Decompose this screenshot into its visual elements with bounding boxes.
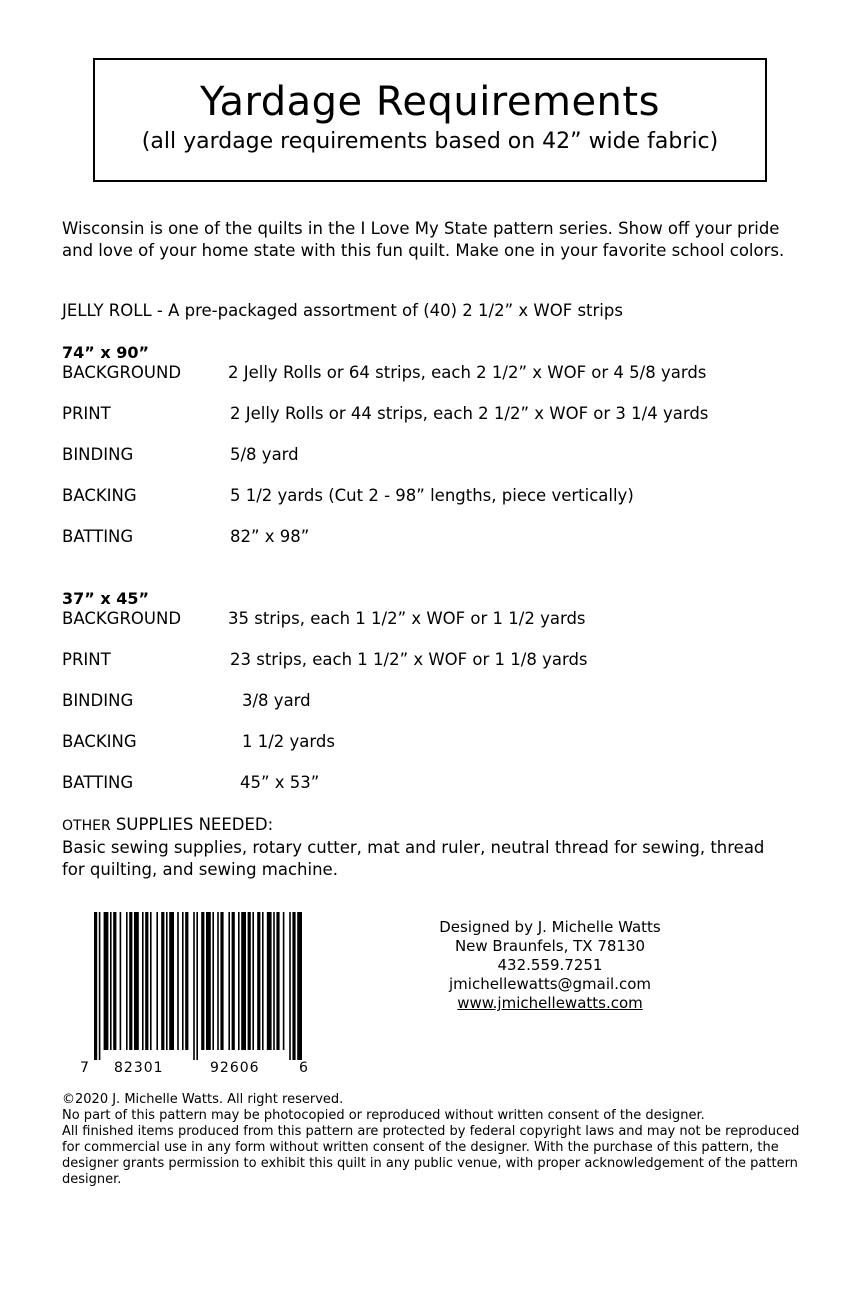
barcode-bar: [273, 912, 275, 1050]
row-label: PRINT: [62, 650, 111, 669]
barcode-digit-1: 7: [80, 1060, 89, 1076]
barcode-bar: [220, 912, 223, 1050]
barcode-bar: [238, 912, 240, 1050]
barcode-bar: [113, 912, 116, 1050]
barcode-bar: [94, 912, 97, 1060]
barcode-bar: [142, 912, 144, 1050]
barcode-bar: [196, 912, 198, 1060]
barcode-bar: [161, 912, 164, 1050]
designer-contact: [400, 918, 700, 1013]
barcode-digit-4: 6: [299, 1060, 308, 1076]
row-value: 35 strips, each 1 1/2” x WOF or 1 1/2 yards: [228, 609, 586, 628]
barcode-digits-3: 92606: [210, 1060, 260, 1076]
barcode-digits-2: 82301: [114, 1060, 164, 1076]
copyright-line: ©2020 J. Michelle Watts. All right reserved.: [62, 1092, 344, 1107]
intro-paragraph: Wisconsin is one of the quilts in the I Love My State pattern series. Show off your pride and love of your home state with this fun quilt. Make one in your favorite school colors.: [62, 219, 785, 260]
row-value: 23 strips, each 1 1/2” x WOF or 1 1/8 yards: [230, 650, 588, 669]
designer-email[interactable]: jmichellewatts@gmail.com: [449, 975, 651, 993]
barcode-bar: [252, 912, 254, 1050]
barcode-bar: [206, 912, 211, 1050]
barcode-bar: [262, 912, 264, 1050]
barcode-bar: [156, 912, 158, 1050]
designer-website-link[interactable]: www.jmichellewatts.com: [457, 994, 643, 1012]
barcode-bar: [150, 912, 152, 1050]
page-title: Yardage Requirements: [200, 79, 660, 125]
row-value: 1 1/2 yards: [242, 732, 335, 751]
size-heading-small: 37” x 45”: [62, 589, 150, 608]
barcode-bar: [104, 912, 109, 1050]
row-value: 2 Jelly Rolls or 64 strips, each 2 1/2” x WOF or 4 5/8 yards: [228, 363, 707, 382]
designer-city: New Braunfels, TX 78130: [454, 937, 646, 955]
barcode-bar: [276, 912, 279, 1050]
barcode-bars: [94, 912, 302, 1060]
legal-line-2: All finished items produced from this pattern are protected by federal copyright laws and may not be reproduced for commercial use in any form without written consent of the designer. With the purchase of this pattern, the designer grants permission to exhibit this quilt in any public venue, with proper acknowledgement of the pattern designer.: [62, 1124, 800, 1187]
jelly-roll-note: JELLY ROLL - A pre-packaged assortment of (40) 2 1/2” x WOF strips: [62, 301, 623, 320]
barcode-bar: [232, 912, 235, 1050]
legal-line-1: No part of this pattern may be photocopied or reproduced without written consent of the designer.: [62, 1108, 705, 1123]
barcode-bar: [283, 912, 285, 1050]
barcode-bar: [182, 912, 184, 1050]
row-label: BACKGROUND: [62, 363, 182, 382]
size-heading-large: 74” x 90”: [62, 343, 150, 362]
barcode-bar: [241, 912, 246, 1050]
barcode-bar: [297, 912, 302, 1060]
barcode-bar: [257, 912, 260, 1050]
barcode-bar: [185, 912, 188, 1050]
row-value: 2 Jelly Rolls or 44 strips, each 2 1/2” x WOF or 3 1/4 yards: [230, 404, 709, 423]
barcode-bar: [212, 912, 214, 1050]
row-value: 3/8 yard: [242, 691, 311, 710]
title-box: [93, 58, 767, 182]
row-label: BATTING: [62, 527, 134, 546]
row-value: 82” x 98”: [230, 527, 310, 546]
barcode-bar: [166, 912, 168, 1050]
other-supplies-title: SUPPLIES NEEDED:: [110, 815, 274, 834]
barcode-bar: [289, 912, 291, 1060]
barcode-bar: [129, 912, 132, 1050]
barcode-bar: [267, 912, 272, 1050]
barcode-bar: [217, 912, 219, 1050]
row-label: BATTING: [62, 773, 134, 792]
barcode: [80, 912, 312, 1077]
designer-name: Designed by J. Michelle Watts: [439, 918, 661, 936]
row-value: 5/8 yard: [230, 445, 299, 464]
barcode-bar: [193, 912, 195, 1060]
other-supplies-text: Basic sewing supplies, rotary cutter, mat and ruler, neutral thread for sewing, thread for quilting, and sewing machine.: [62, 838, 765, 879]
row-value: 5 1/2 yards (Cut 2 - 98” lengths, piece vertically): [230, 486, 634, 505]
barcode-bar: [126, 912, 128, 1050]
barcode-bar: [292, 912, 295, 1060]
other-supplies-lead: OTHER: [62, 818, 111, 834]
barcode-bar: [177, 912, 179, 1050]
designer-phone: 432.559.7251: [497, 956, 603, 974]
barcode-bar: [110, 912, 112, 1050]
page-subtitle: (all yardage requirements based on 42” wide fabric): [141, 129, 719, 154]
barcode-bar: [99, 912, 101, 1060]
barcode-bar: [169, 912, 174, 1050]
row-label: BINDING: [62, 445, 134, 464]
other-supplies: [62, 814, 792, 881]
barcode-bar: [134, 912, 139, 1050]
row-label: BINDING: [62, 691, 134, 710]
legal-notice: [62, 1092, 802, 1188]
row-label: BACKING: [62, 486, 137, 505]
row-value: 45” x 53”: [240, 773, 320, 792]
row-label: PRINT: [62, 404, 111, 423]
barcode-bar: [248, 912, 251, 1050]
barcode-bar: [120, 912, 122, 1050]
barcode-bar: [145, 912, 148, 1050]
row-label: BACKING: [62, 732, 137, 751]
barcode-bar: [201, 912, 204, 1050]
row-label: BACKGROUND: [62, 609, 182, 628]
barcode-bar: [228, 912, 230, 1050]
other-supplies-heading: [62, 814, 792, 837]
